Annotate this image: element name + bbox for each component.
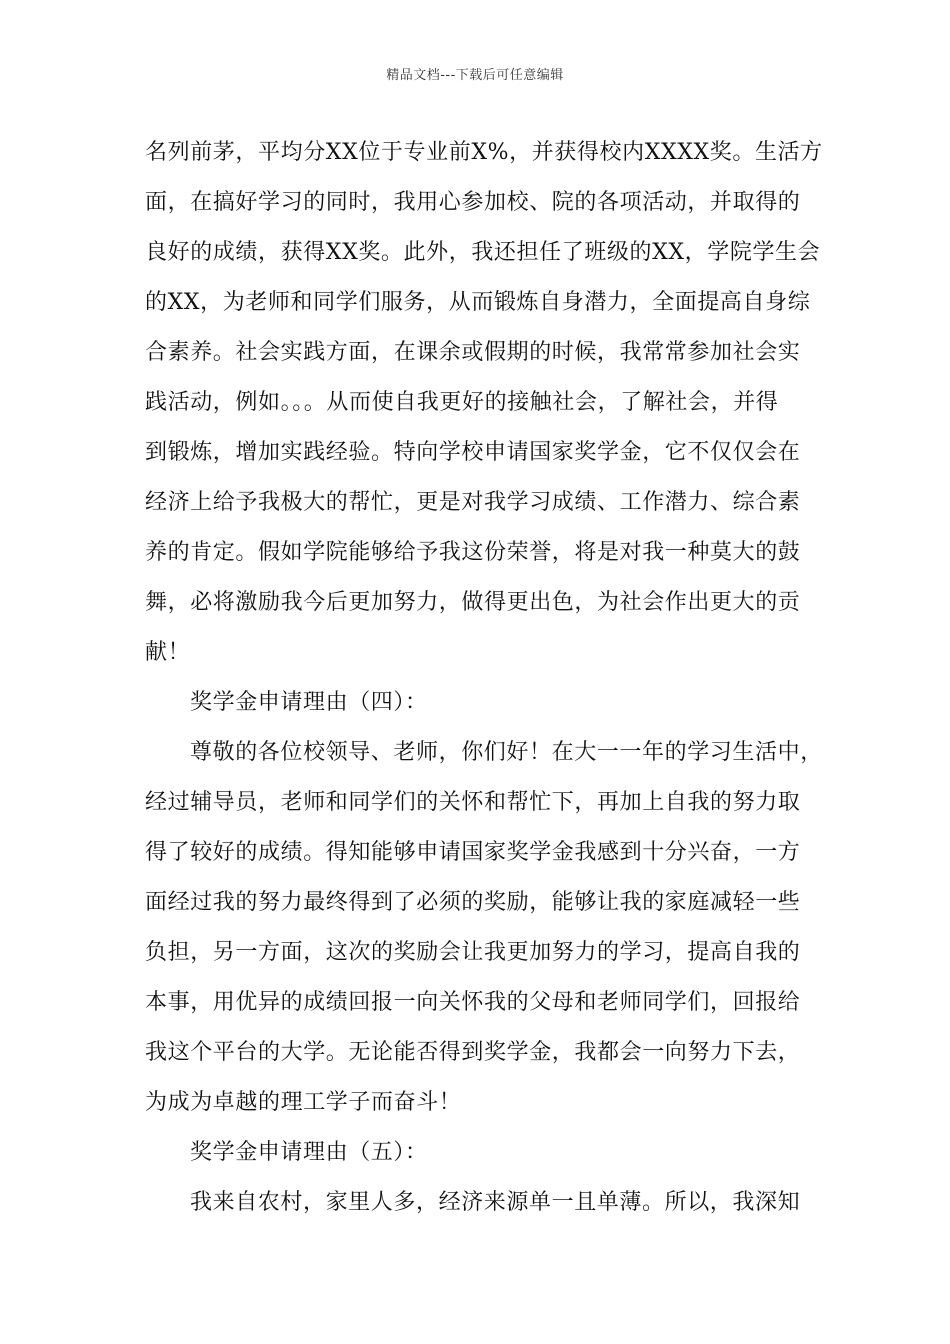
document-body <box>145 128 825 1228</box>
text-line: 舞，必将激励我今后更加努力，做得更出色，为社会作出更大的贡 <box>145 590 801 615</box>
text-line: 良好的成绩，获得XX奖。此外，我还担任了班级的XX，学院学生会 <box>145 240 821 265</box>
text-line: 我这个平台的大学。无论能否得到奖学金，我都会一向努力下去， <box>145 1040 801 1065</box>
text-line: 本事，用优异的成绩回报一向关怀我的父母和老师同学们，回报给 <box>145 990 801 1015</box>
section-heading: 奖学金申请理由（四）： <box>190 690 428 715</box>
text-line: 面经过我的努力最终得到了必须的奖励，能够让我的家庭减轻一些 <box>145 890 801 915</box>
text-line: 献！ <box>145 640 191 665</box>
text-line: 经济上给予我极大的帮忙，更是对我学习成绩、工作潜力、综合素 <box>145 490 801 515</box>
page-header: 精品文档---下载后可任意编辑 <box>386 68 564 83</box>
text-line: 到锻炼，增加实践经验。特向学校申请国家奖学金，它不仅仅会在 <box>145 440 801 465</box>
text-line: 尊敬的各位校领导、老师，你们好！在大一一年的学习生活中， <box>190 740 823 765</box>
text-line: 为成为卓越的理工学子而奋斗！ <box>145 1090 462 1115</box>
text-line: 的XX，为老师和同学们服务，从而锻炼自身潜力，全面提高自身综 <box>145 290 811 315</box>
text-line: 面，在搞好学习的同时，我用心参加校、院的各项活动，并取得的 <box>145 190 801 215</box>
section-heading: 奖学金申请理由（五）： <box>190 1140 428 1165</box>
text-line: 我来自农村，家里人多，经济来源单一且单薄。所以，我深知 <box>190 1190 801 1215</box>
text-line: 名列前茅，平均分XX位于专业前X%，并获得校内XXXX奖。生活方 <box>145 140 823 165</box>
text-line: 负担，另一方面，这次的奖励会让我更加努力的学习，提高自我的 <box>145 940 801 965</box>
text-line: 践活动，例如。。。从而使自我更好的接触社会，了解社会，并得 <box>145 390 779 415</box>
text-line: 经过辅导员，老师和同学们的关怀和帮忙下，再加上自我的努力取 <box>145 790 801 815</box>
text-line: 得了较好的成绩。得知能够申请国家奖学金我感到十分兴奋，一方 <box>145 840 801 865</box>
text-line: 养的肯定。假如学院能够给予我这份荣誉，将是对我一种莫大的鼓 <box>145 540 801 565</box>
text-line: 合素养。社会实践方面，在课余或假期的时候，我常常参加社会实 <box>145 340 801 365</box>
